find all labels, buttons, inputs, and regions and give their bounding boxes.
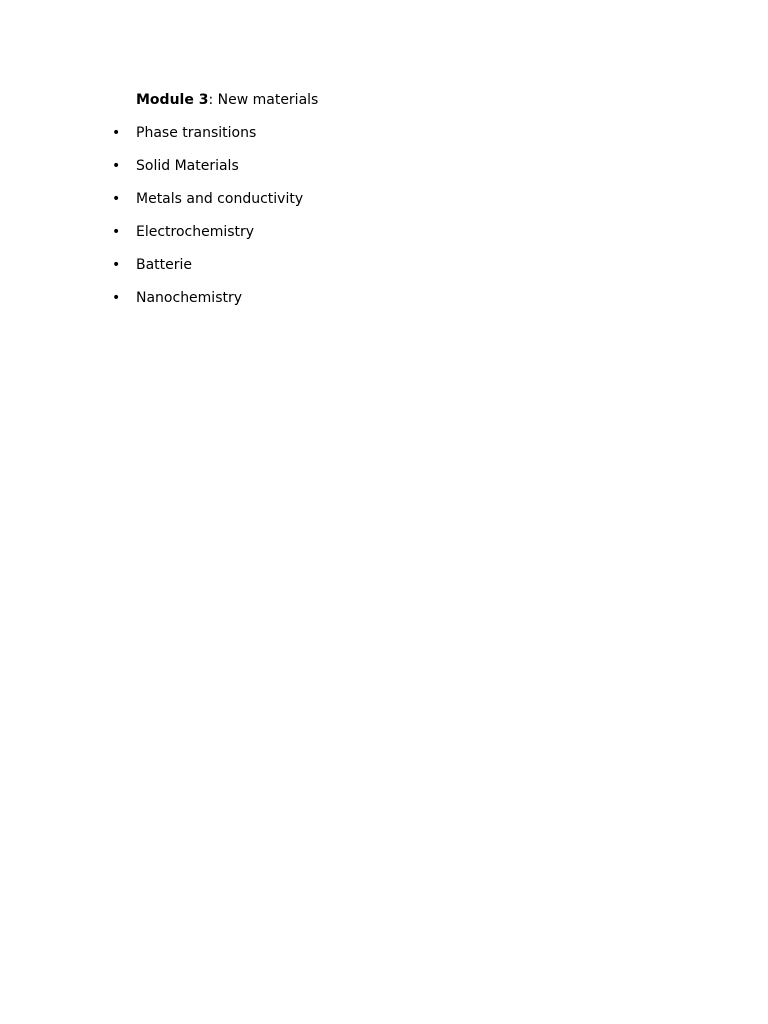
module-title: : New materials [208,92,319,108]
bullet-icon: • [112,257,121,273]
topic-label: Solid Materials [136,158,239,174]
topic-label: Batterie [136,257,193,273]
bullet-icon: • [112,191,121,207]
bullet-icon: • [112,224,121,240]
topic-label: Electrochemistry [136,224,255,240]
topic-label: Nanochemistry [136,290,243,306]
bullet-icon: • [112,125,121,141]
topic-label: Phase transitions [136,125,257,141]
bullet-icon: • [112,290,121,306]
bullet-icon: • [112,158,121,174]
topic-label: Metals and conductivity [136,191,304,207]
module-number: Module 3 [136,92,209,108]
module-heading [136,91,318,109]
